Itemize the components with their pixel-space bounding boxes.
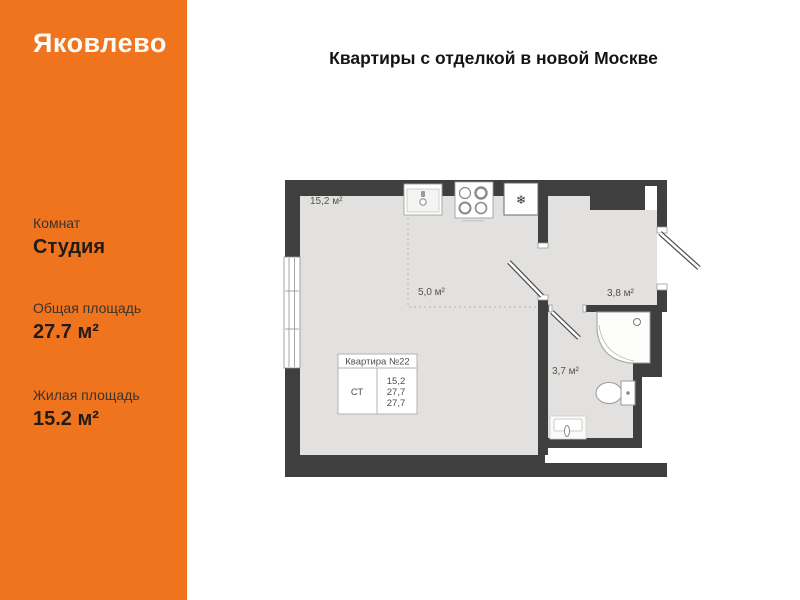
stat-total-area-value: 27.7 м² [33,321,99,343]
bathroom-area-label: 3,7 м² [552,366,579,377]
faucet-icon [421,191,425,197]
page-title: Квартиры с отделкой в новой Москве [329,47,658,68]
wall-divider-lower [538,295,548,455]
area-value-total2: 27,7 [386,398,406,409]
wall-right-upper [657,180,667,233]
living-room-area-label: 15,2 м² [310,196,343,207]
wall-bath-bottom [546,438,642,448]
faucet-icon [565,426,570,437]
bathroom-sink [550,416,586,439]
apartment-number: Квартира №22 [345,356,410,368]
toilet [596,381,635,405]
wall-top-jog [590,196,645,210]
kitchen-stove [455,182,493,222]
stat-rooms [33,215,183,259]
wall-hall-bath-left [538,305,549,312]
bath-door-gap [552,305,583,312]
stat-living-area-value: 15.2 м² [33,408,99,430]
kitchen-area-label: 5,0 м² [418,287,445,298]
shower-head-icon [634,319,641,326]
stat-living-area-label: Жилая площадь [33,387,140,403]
brand-logo: Яковлево [33,28,167,58]
wall-divider-upper [538,196,548,248]
living-door-gap [538,248,548,295]
area-value-living: 15,2 [386,376,406,387]
stat-total-area-label: Общая площадь [33,300,142,316]
kitchen-sink [404,184,442,215]
fridge [504,183,538,215]
wall-hall-bath-right [586,305,662,312]
wall-shower-right [650,312,662,363]
floor-plan [275,168,715,495]
area-value-total: 27,7 [386,387,406,398]
stat-rooms-label: Комнат [33,215,81,231]
wall-bottom [285,455,545,477]
stat-total-area [33,300,183,344]
wall-bottom-outer [545,463,667,477]
snowflake-icon: ❄ [515,193,527,207]
hallway-area-label: 3,8 м² [607,288,634,299]
hallway-floor [546,196,657,305]
wall-niche [645,186,657,210]
apartment-type: СТ [350,387,364,398]
apartment-info-table [338,354,417,414]
living-room-floor [300,196,538,455]
stat-rooms-value: Студия [33,236,106,258]
stat-living-area [33,387,183,431]
brand-sidebar [0,0,187,600]
entrance-door [660,233,699,268]
window [284,257,300,368]
wall-bath-jog [633,363,662,377]
